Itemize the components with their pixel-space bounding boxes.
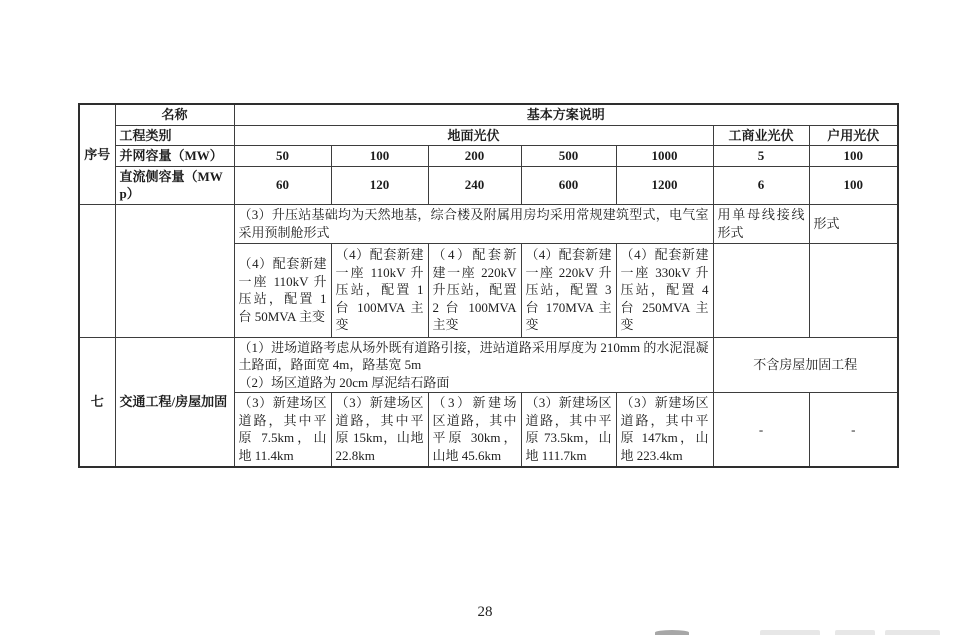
road-intro-line1: （1）进场道路考虑从场外既有道路引接，进站道路采用厚度为 210mm 的水泥混凝土路面，路面宽 4m，路基宽 5m <box>238 339 709 372</box>
booster-config-cell: （4）配套新建一座 330kV 升压站，配置 4 台 250MVA 主变 <box>616 243 713 337</box>
dc-capacity-value: 600 <box>521 166 616 204</box>
grid-capacity-value: 1000 <box>616 146 713 167</box>
road-intro-cell <box>234 337 713 393</box>
header-name: 名称 <box>115 104 234 125</box>
col-group-ground: 地面光伏 <box>234 125 713 146</box>
grid-capacity-value: 100 <box>809 146 898 167</box>
page-number: 28 <box>477 604 493 620</box>
booster-foundation-note: （3）升压站基础均为天然地基，综合楼及附属用房均采用常规建筑型式，电气室采用预制舱形式 <box>234 204 713 243</box>
grid-capacity-row <box>79 146 898 167</box>
section7-seq: 七 <box>79 337 115 467</box>
dc-capacity-value: 6 <box>713 166 809 204</box>
continued-seq-cell <box>79 204 115 337</box>
booster-config-cell: （4）配套新建一座 110kV 升压站，配置 1 台 50MVA 主变 <box>234 243 331 337</box>
watermark-text-fragment <box>835 630 875 635</box>
watermark <box>640 627 960 635</box>
grid-capacity-value: 500 <box>521 146 616 167</box>
site-road-cell: （3）新建场区道路，其中平原 30km，山地 45.6km <box>428 393 521 467</box>
continued-name-cell <box>115 204 234 337</box>
dc-capacity-value: 240 <box>428 166 521 204</box>
watermark-logo-fragment <box>655 630 689 635</box>
site-road-cell: （3）新建场区道路，其中平原 15km，山地 22.8km <box>331 393 428 467</box>
booster-station-row <box>79 204 898 243</box>
dc-capacity-label: 直流侧容量（MWp） <box>115 166 234 204</box>
busbar-note-household: 形式 <box>809 204 898 243</box>
watermark-text-fragment <box>885 630 940 635</box>
grid-capacity-value: 200 <box>428 146 521 167</box>
col-group-household: 户用光伏 <box>809 125 898 146</box>
site-road-cell: （3）新建场区道路，其中平原 7.5km，山地 11.4km <box>234 393 331 467</box>
booster-config-cell: （4）配套新建一座 110kV 升压站，配置 1 台 100MVA 主变 <box>331 243 428 337</box>
dc-capacity-row <box>79 166 898 204</box>
watermark-text-fragment <box>760 630 820 635</box>
site-road-cell: （3）新建场区道路，其中平原 147km，山地 223.4km <box>616 393 713 467</box>
pv-spec-table <box>78 103 899 468</box>
header-category: 工程类别 <box>115 125 234 146</box>
no-house-reinforcement-note: 不含房屋加固工程 <box>713 337 898 393</box>
grid-capacity-value: 5 <box>713 146 809 167</box>
site-road-household-dash: - <box>809 393 898 467</box>
grid-capacity-value: 100 <box>331 146 428 167</box>
header-seq: 序号 <box>79 104 115 204</box>
road-intro-row <box>79 337 898 393</box>
booster-config-commercial-empty <box>713 243 809 337</box>
booster-config-cell: （4）配套新建一座 220kV 升压站，配置 3 台 170MVA 主变 <box>521 243 616 337</box>
dc-capacity-value: 1200 <box>616 166 713 204</box>
road-intro-line2: （2）场区道路为 20cm 厚泥结石路面 <box>238 374 450 390</box>
booster-config-cell: （4）配套新建一座 220kV 升压站，配置 2 台 100MVA 主变 <box>428 243 521 337</box>
dc-capacity-value: 100 <box>809 166 898 204</box>
site-road-cell: （3）新建场区道路，其中平原 73.5km，山地 111.7km <box>521 393 616 467</box>
header-scheme: 基本方案说明 <box>234 104 898 125</box>
section7-name: 交通工程/房屋加固 <box>115 337 234 467</box>
site-road-commercial-dash: - <box>713 393 809 467</box>
grid-capacity-value: 50 <box>234 146 331 167</box>
busbar-note-commercial: 用单母线接线形式 <box>713 204 809 243</box>
grid-capacity-label: 并网容量（MW） <box>115 146 234 167</box>
col-group-commercial: 工商业光伏 <box>713 125 809 146</box>
dc-capacity-value: 120 <box>331 166 428 204</box>
booster-config-household-empty <box>809 243 898 337</box>
dc-capacity-value: 60 <box>234 166 331 204</box>
